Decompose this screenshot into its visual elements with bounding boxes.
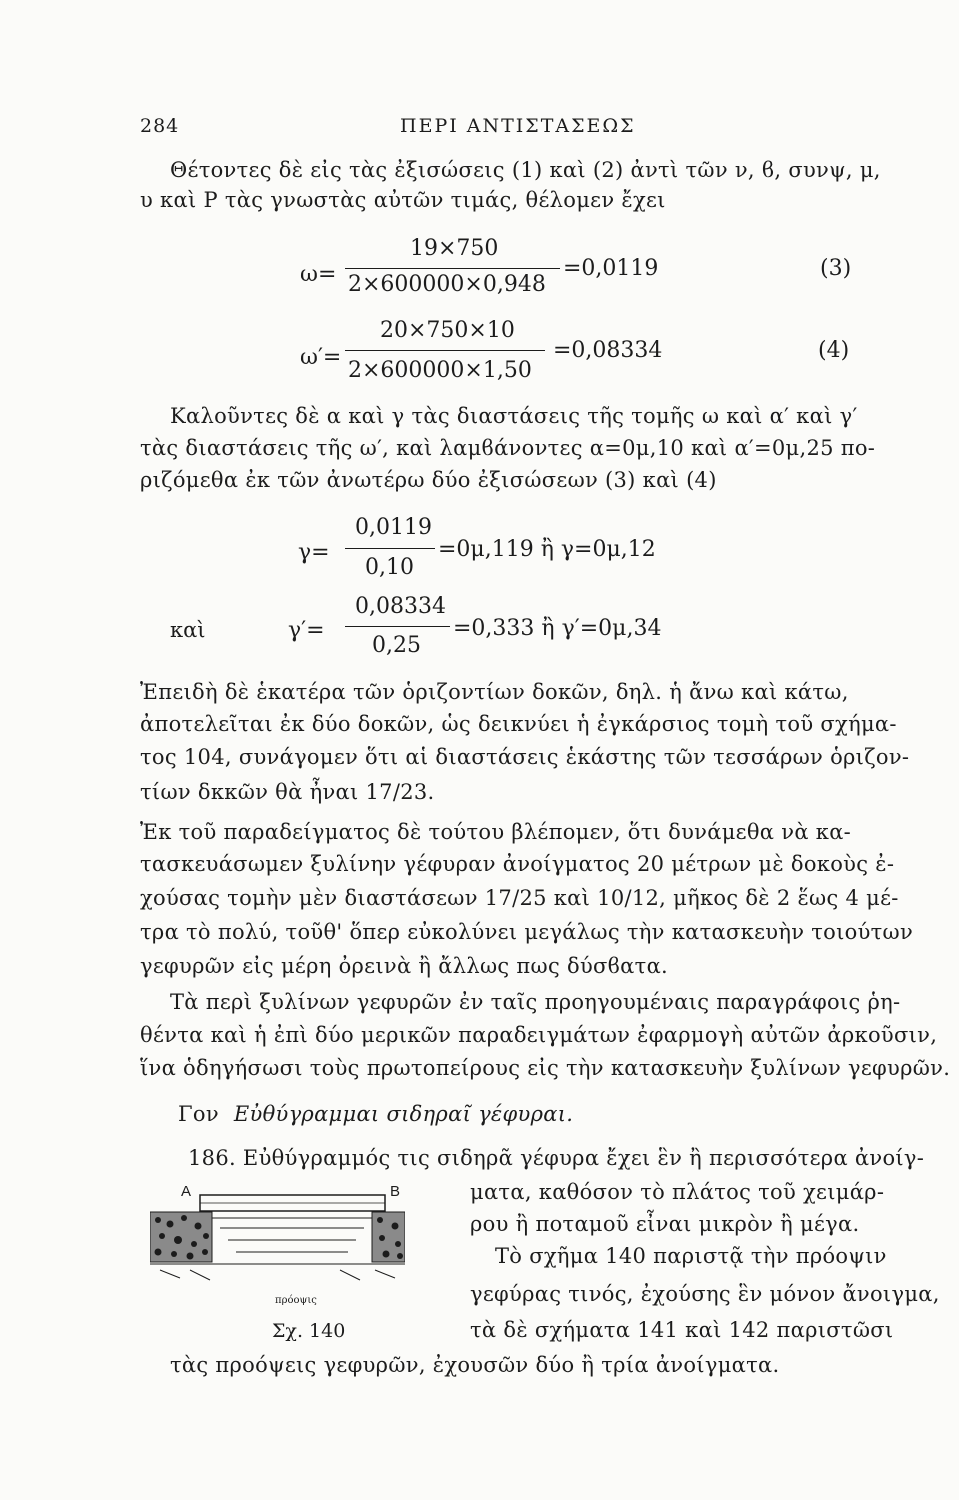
text-line: Τὸ σχῆμα 140 παριστᾷ τὴν πρόοψιν bbox=[495, 1244, 887, 1268]
text-line: τρα τὸ πολύ, τοῦθ' ὅπερ εὐκολύνει μεγάλως τὴν κατασκευὴν τοιούτων bbox=[140, 920, 914, 944]
text-line: υ καὶ P τὰς γνωστὰς αὐτῶν τιμάς, θέλομεν ἔχει bbox=[140, 188, 666, 212]
text-line: χούσας τομὴν μὲν διαστάσεων 17/25 καὶ 10/12, μῆκος δὲ 2 ἕως 4 μέ- bbox=[140, 886, 899, 910]
figure-caption: Σχ. 140 bbox=[272, 1320, 346, 1342]
eq6-fraction-bar bbox=[345, 626, 450, 627]
text-line: γεφυρῶν εἰς μέρη ὀρεινὰ ἢ ἄλλως πως δύσϐατα. bbox=[140, 954, 669, 978]
eq3-rhs: =0,0119 bbox=[563, 256, 659, 281]
eq6-numerator: 0,08334 bbox=[355, 594, 446, 619]
text-line: θέντα καὶ ἡ ἐπὶ δύο μερικῶν παραδειγμάτων ἐφαρμογὴ αὐτῶν ἀρκοῦσιν, bbox=[140, 1023, 938, 1047]
text-line: Θέτοντες δὲ εἰς τὰς ἐξισώσεις (1) καὶ (2) ἀντὶ τῶν ν, ϐ, συνψ, μ, bbox=[170, 158, 881, 182]
eq5-fraction-bar bbox=[345, 548, 435, 549]
section-number: Γον bbox=[178, 1102, 219, 1126]
text-line: τὰς διαστάσεις τῆς ω′, καὶ λαμϐάνοντες α=0μ,10 καὶ α′=0μ,25 πο- bbox=[140, 436, 876, 460]
eq6-rhs: =0,333 ἢ γ′=0μ,34 bbox=[453, 616, 662, 641]
eq4-lhs: ω′= bbox=[300, 345, 342, 370]
bridge-elevation-figure bbox=[150, 1183, 405, 1308]
eq4-denominator: 2×600000×1,50 bbox=[348, 358, 532, 383]
eq3-denominator: 2×600000×0,948 bbox=[348, 272, 546, 297]
eq3-lhs: ω= bbox=[300, 262, 337, 287]
figure-subcaption: πρόοψις bbox=[275, 1295, 317, 1306]
text-line: Τὰ περὶ ξυλίνων γεφυρῶν ἐν ταῖς προηγουμέναις παραγράφοις ῥη- bbox=[170, 990, 901, 1014]
eq5-numerator: 0,0119 bbox=[355, 515, 432, 540]
text-line: τίων δκκῶν θὰ ἦναι 17/23. bbox=[140, 780, 435, 804]
text-line: τασκευάσωμεν ξυλίνην γέφυραν ἀνοίγματος 20 μέτρων μὲ δοκοὺς ἐ- bbox=[140, 852, 895, 876]
eq4-numerator: 20×750×10 bbox=[380, 318, 515, 343]
eq3-tag: (3) bbox=[820, 256, 852, 281]
figure-label-b: B bbox=[390, 1183, 401, 1200]
text-line: ἀποτελεῖται ἐκ δύο δοκῶν, ὡς δεικνύει ἡ ἐγκάρσιος τομὴ τοῦ σχήμα- bbox=[140, 712, 897, 736]
eq3-fraction-bar bbox=[345, 268, 560, 269]
text-line: Καλοῦντες δὲ α καὶ γ τὰς διαστάσεις τῆς τομῆς ω καὶ α′ καὶ γ′ bbox=[170, 404, 858, 428]
text-line: ρου ἢ ποταμοῦ εἶναι μικρὸν ἢ μέγα. bbox=[470, 1212, 860, 1236]
text-line: ριζόμεθα ἐκ τῶν ἀνωτέρω δύο ἐξισώσεων (3) καὶ (4) bbox=[140, 468, 717, 492]
text-line: τὰ δὲ σχήματα 141 καὶ 142 παριστῶσι bbox=[470, 1318, 894, 1342]
text-line: τὰς προόψεις γεφυρῶν, ἐχουσῶν δύο ἢ τρία ἀνοίγματα. bbox=[170, 1353, 780, 1377]
text-line: Ἐπειδὴ δὲ ἑκατέρα τῶν ὁριζοντίων δοκῶν, δηλ. ἡ ἄνω καὶ κάτω, bbox=[140, 680, 849, 704]
eq4-fraction-bar bbox=[345, 350, 545, 351]
eq4-tag: (4) bbox=[818, 338, 850, 363]
text-line: ματα, καθόσον τὸ πλάτος τοῦ χειμάρ- bbox=[470, 1180, 885, 1204]
text-line: ἵνα ὁδηγήσωσι τοὺς πρωτοπείρους εἰς τὴν κατασκευὴν ξυλίνων γεφυρῶν. bbox=[140, 1056, 951, 1080]
eq4-rhs: =0,08334 bbox=[553, 338, 663, 363]
eq5-denominator: 0,10 bbox=[365, 555, 414, 580]
eq3-numerator: 19×750 bbox=[410, 236, 499, 261]
eq6-lhs: γ′= bbox=[288, 618, 325, 643]
eq6-prefix: καὶ bbox=[170, 618, 206, 642]
running-title: ΠΕΡΙ ΑΝΤΙΣΤΑΣΕΩΣ bbox=[400, 115, 636, 137]
eq5-lhs: γ= bbox=[298, 540, 330, 565]
text-line: τος 104, συνάγομεν ὅτι αἱ διαστάσεις ἑκάστης τῶν τεσσάρων ὁριζον- bbox=[140, 745, 910, 769]
page-number: 284 bbox=[140, 115, 180, 137]
text-line: γεφύρας τινός, ἐχούσης ἓν μόνον ἄνοιγμα, bbox=[470, 1282, 940, 1306]
eq6-denominator: 0,25 bbox=[372, 633, 421, 658]
eq5-rhs: =0μ,119 ἢ γ=0μ,12 bbox=[438, 537, 656, 562]
text-line: 186. Εὐθύγραμμός τις σιδηρᾶ γέφυρα ἔχει ἓν ἢ περισσότερα ἀνοίγ- bbox=[188, 1146, 925, 1170]
section-title: Εὐθύγραμμαι σιδηραῖ γέφυραι. bbox=[233, 1102, 574, 1126]
text-line: Ἐκ τοῦ παραδείγματος δὲ τούτου βλέπομεν, ὅτι δυνάμεθα νὰ κα- bbox=[140, 820, 852, 844]
bridge-drawing bbox=[150, 1188, 405, 1308]
section-heading bbox=[178, 1102, 573, 1126]
figure-label-a: A bbox=[181, 1183, 192, 1200]
